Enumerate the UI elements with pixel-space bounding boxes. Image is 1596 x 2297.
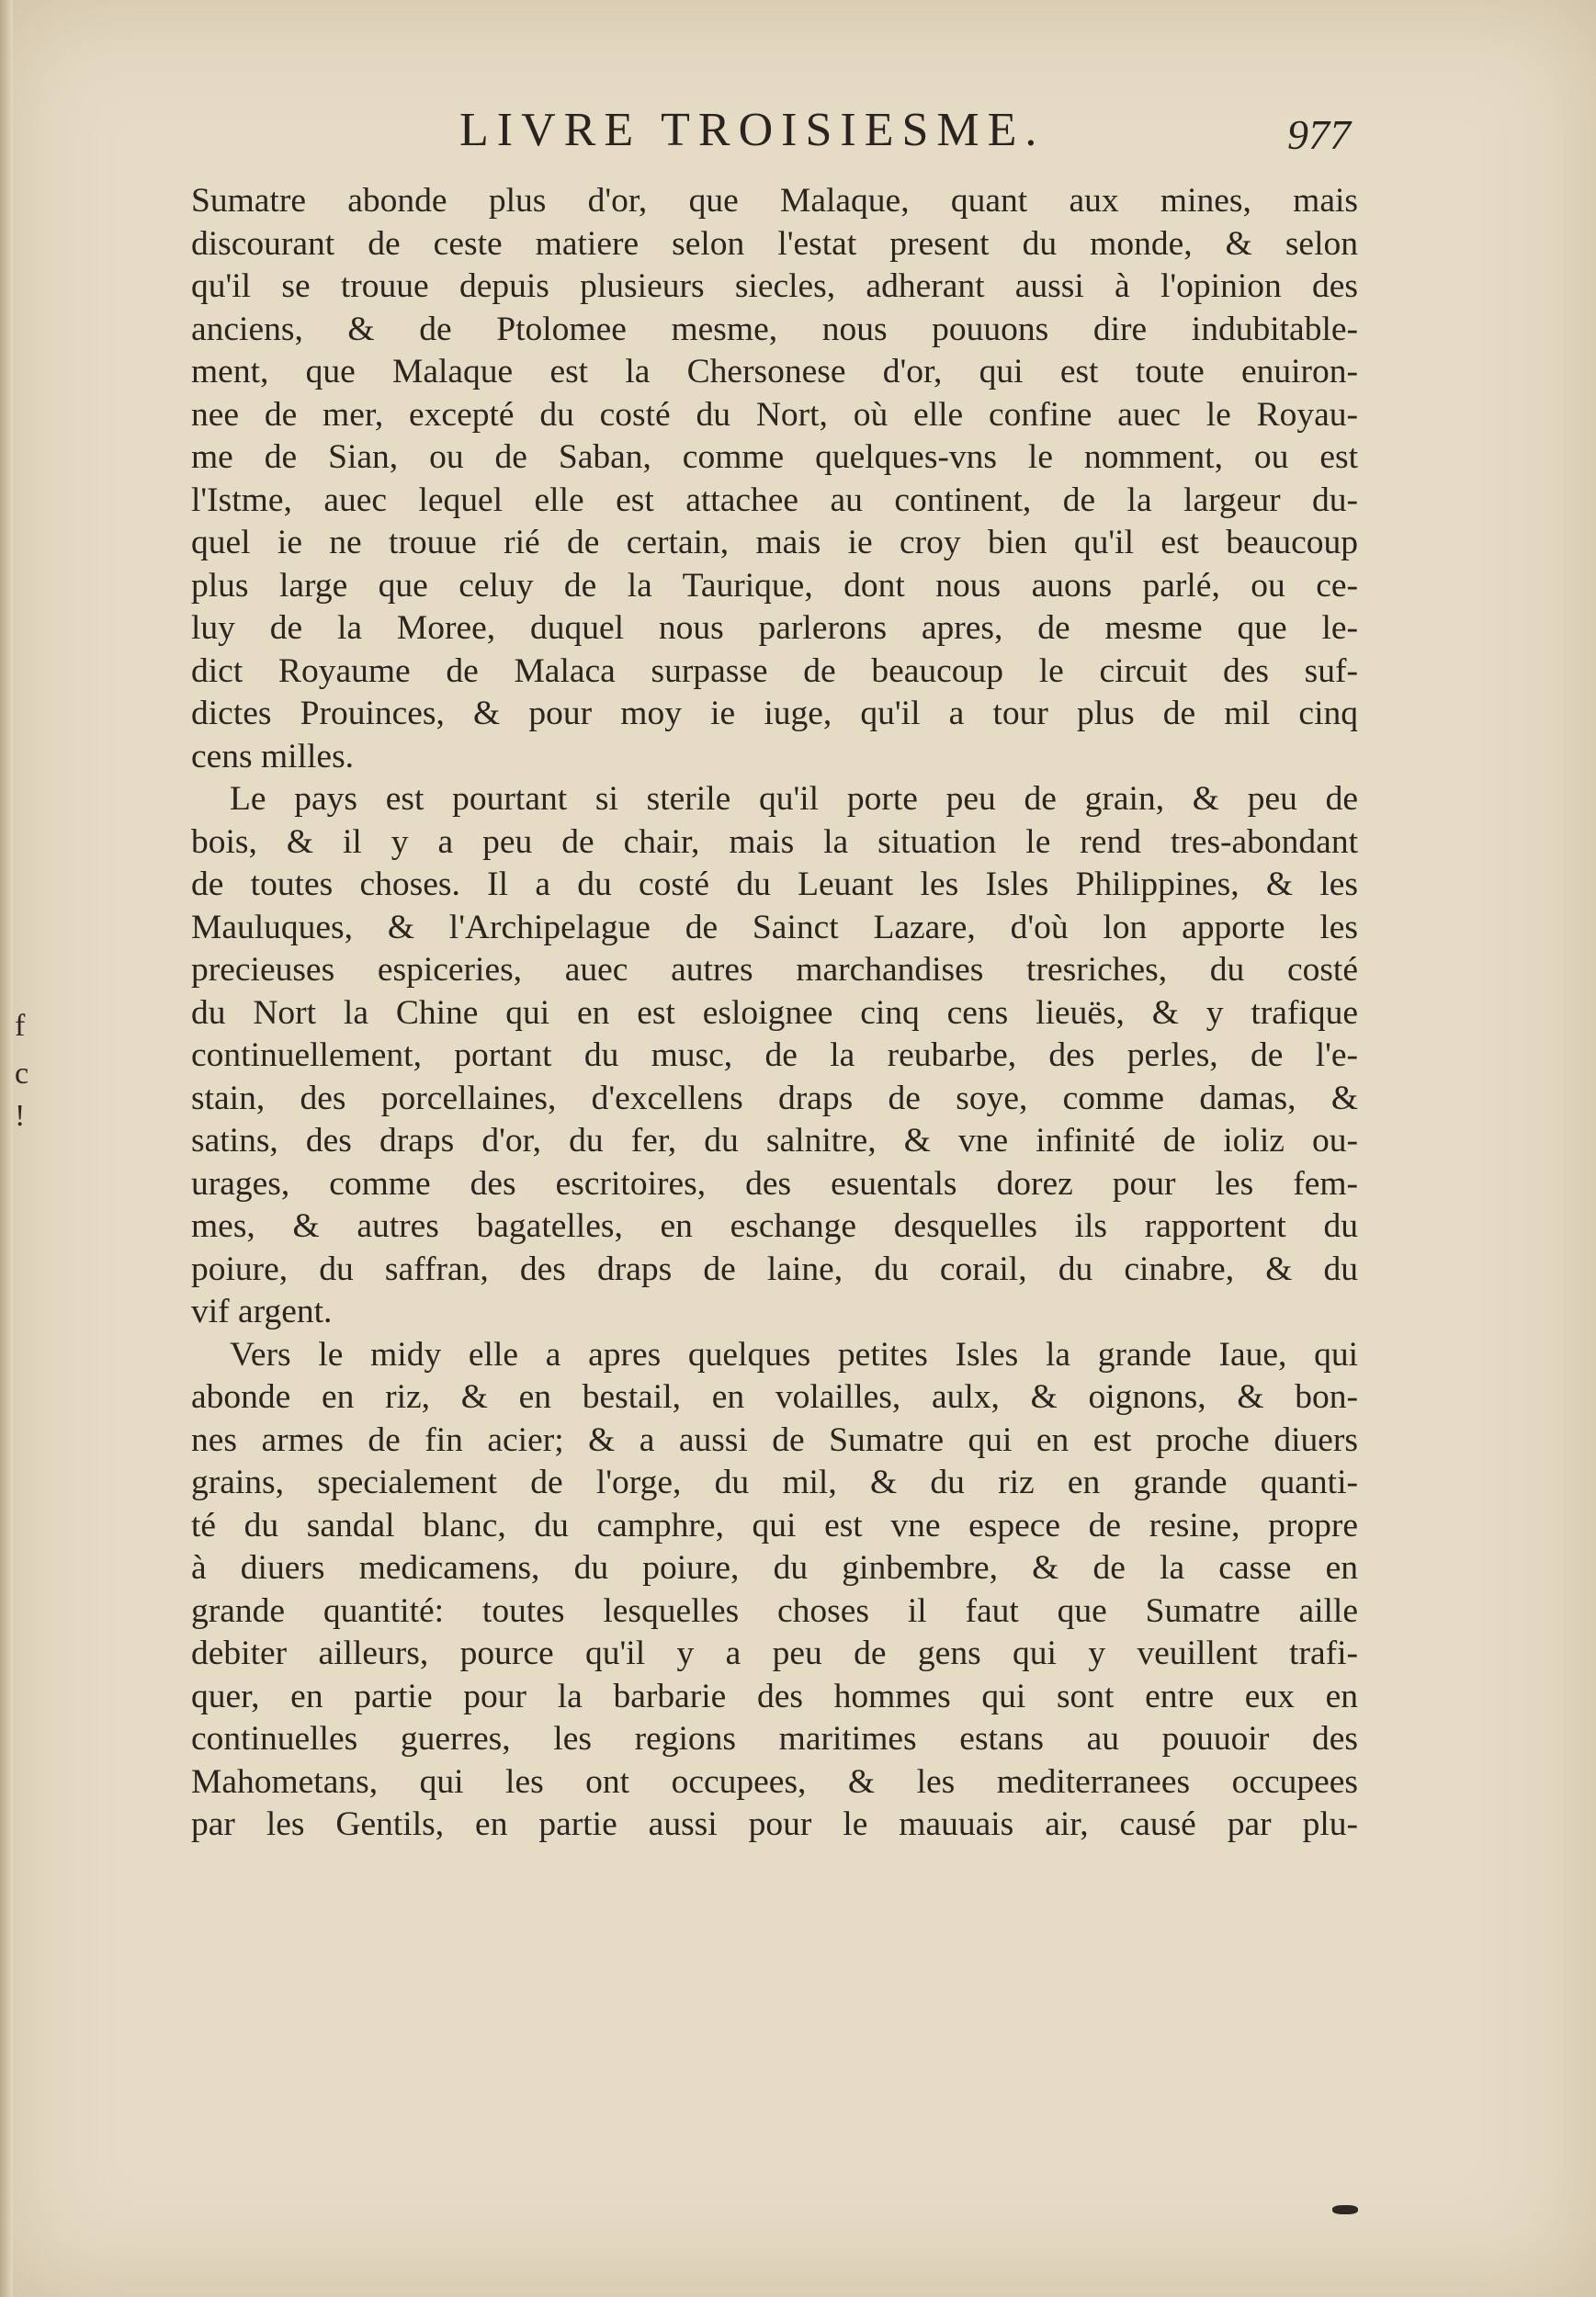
text-line: dict Royaume de Malaca surpasse de beaucoup le circuit des suf-: [191, 651, 1358, 690]
text-line: nee de mer, excepté du costé du Nort, où elle confine auec le Royau-: [191, 395, 1358, 434]
page-number: 977: [1287, 111, 1351, 158]
text-line: plus large que celuy de la Taurique, dont nous auons parlé, ou ce-: [191, 566, 1358, 605]
text-line: bois, & il y a peu de chair, mais la situation le rend tres-abondant: [191, 822, 1358, 861]
text-line: mes, & autres bagatelles, en eschange desquelles ils rapportent du: [191, 1207, 1358, 1245]
paragraph-3: [191, 1334, 1358, 1847]
text-line: quel ie ne trouue rié de certain, mais ie croy bien qu'il est beaucoup: [191, 524, 1358, 561]
text-line: Vers le midy elle a apres quelques petites Isles la grande Iaue, qui: [230, 1335, 1358, 1374]
running-head-title: LIVRE TROISIESME.: [459, 104, 1046, 156]
text-line: par les Gentils, en partie aussi pour le mauuais air, causé par plu-: [191, 1805, 1358, 1843]
text-line: continuelles guerres, les regions maritimes estans au pouuoir des: [191, 1720, 1358, 1758]
margin-mark: !: [15, 1099, 26, 1133]
text-line: precieuses espiceries, auec autres marchandises tresriches, du costé: [191, 951, 1358, 989]
margin-mark: f: [15, 1009, 26, 1043]
text-line: abonde en riz, & en bestail, en volailles, aulx, & oignons, & bon-: [191, 1378, 1358, 1416]
text-line: quer, en partie pour la barbarie des hommes qui sont entre eux en: [191, 1677, 1358, 1715]
text-line: stain, des porcellaines, d'excellens draps de soye, comme damas, &: [191, 1079, 1358, 1117]
text-line: nes armes de fin acier; & a aussi de Sumatre qui en est proche diuers: [191, 1420, 1358, 1459]
text-line: grains, specialement de l'orge, du mil, & du riz en grande quanti-: [191, 1464, 1358, 1501]
text-line: l'Istme, auec lequel elle est attachee au continent, de la largeur du-: [191, 481, 1358, 519]
paragraph-2: [191, 778, 1358, 1334]
text-line: Le pays est pourtant si sterile qu'il porte peu de grain, & peu de: [230, 780, 1358, 818]
text-line: té du sandal blanc, du camphre, qui est vne espece de resine, propre: [191, 1506, 1358, 1545]
page-edge: [0, 0, 13, 2297]
text-line: dictes Prouinces, & pour moy ie iuge, qu'il a tour plus de mil cinq: [191, 695, 1358, 732]
text-line: Mahometans, qui les ont occupees, & les mediterranees occupees: [191, 1762, 1358, 1801]
paragraph-1: [191, 180, 1358, 778]
text-line: debiter ailleurs, pource qu'il y a peu de gens qui y veuillent trafi-: [191, 1635, 1358, 1672]
text-line: vif argent.: [191, 1293, 333, 1330]
text-line: anciens, & de Ptolomee mesme, nous pouuons dire indubitable-: [191, 310, 1358, 348]
text-line: grande quantité: toutes lesquelles choses il faut que Sumatre aille: [191, 1591, 1358, 1630]
text-line: continuellement, portant du musc, de la reubarbe, des perles, de l'e-: [191, 1036, 1358, 1074]
text-line: du Nort la Chine qui en est esloignee cinq cens lieuës, & y trafique: [191, 993, 1358, 1032]
text-line: de toutes choses. Il a du costé du Leuant les Isles Philippines, & les: [191, 866, 1358, 903]
text-line: me de Sian, ou de Saban, comme quelques-vns le nomment, ou est: [191, 438, 1358, 476]
margin-mark: c: [15, 1057, 29, 1091]
text-line: luy de la Moree, duquel nous parlerons apres, de mesme que le-: [191, 609, 1358, 647]
text-line: ment, que Malaque est la Chersonese d'or, qui est toute enuiron-: [191, 353, 1358, 390]
text-line: à diuers medicamens, du poiure, du ginbembre, & de la casse en: [191, 1549, 1358, 1587]
body-text: [191, 180, 1358, 1847]
text-line: discourant de ceste matiere selon l'estat present du monde, & selon: [191, 224, 1358, 263]
text-line: Sumatre abonde plus d'or, que Malaque, quant aux mines, mais: [191, 182, 1358, 220]
running-head: [184, 103, 1378, 176]
ink-mark: [1332, 2205, 1358, 2214]
text-line: satins, des draps d'or, du fer, du salnitre, & vne infinité de ioliz ou-: [191, 1122, 1358, 1160]
text-line: cens milles.: [191, 737, 355, 775]
text-line: qu'il se trouue depuis plusieurs siecles, adherant aussi à l'opinion des: [191, 267, 1358, 305]
text-line: poiure, du saffran, des draps de laine, du corail, du cinabre, & du: [191, 1250, 1358, 1288]
text-line: Mauluques, & l'Archipelague de Sainct Lazare, d'où lon apporte les: [191, 908, 1358, 946]
text-line: urages, comme des escritoires, des esuentals dorez pour les fem-: [191, 1164, 1358, 1203]
